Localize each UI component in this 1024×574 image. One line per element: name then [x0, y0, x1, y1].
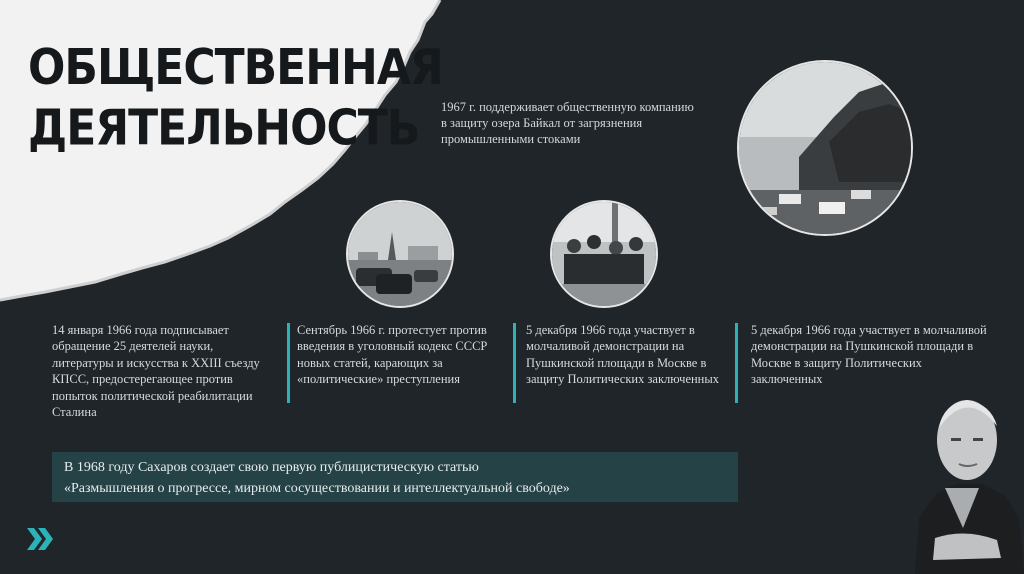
demonstration-photo [550, 200, 658, 308]
double-chevron-right-icon [25, 526, 55, 552]
baikal-photo [737, 60, 913, 236]
banner-line-2: «Размышления о прогрессе, мирном сосуществовании и интеллектуальной свободе» [64, 481, 570, 496]
moscow-photo [346, 200, 454, 308]
event-dec-1966-b: 5 декабря 1966 года участвует в молчаливой демонстрации на Пушкинской площади в Москве в защиту Политических заключенных [751, 323, 987, 387]
timeline-separator [513, 323, 516, 403]
event-dec-1966: 5 декабря 1966 года участвует в молчаливой демонстрации на Пушкинской площади в Москве в защиту Политических заключенных [526, 323, 720, 387]
banner-line-1: В 1968 году Сахаров создает свою первую публицистическую статью [64, 460, 479, 475]
article-banner [52, 452, 738, 502]
baikal-note: 1967 г. поддерживает общественную компанию в защиту озера Байкал от загрязнения промышленными стоками [441, 100, 694, 146]
event-sep-1966: Сентябрь 1966 г. протестует против введения в уголовный кодекс СССР новых статей, карающих за «политические» преступления [297, 323, 488, 387]
timeline-separator [287, 323, 290, 403]
event-jan-1966: 14 января 1966 года подписывает обращение 25 деятелей науки, литературы и искусства к XXIII съезду КПСС, предостерегающее против попыток политической реабилитации Сталина [52, 323, 260, 420]
sakharov-portrait [905, 388, 1024, 574]
title-line-2: ДЕЯТЕЛЬНОСТЬ [28, 99, 420, 157]
page-title [28, 38, 443, 159]
timeline-separator [735, 323, 738, 403]
title-line-1: ОБЩЕСТВЕННАЯ [28, 39, 443, 97]
